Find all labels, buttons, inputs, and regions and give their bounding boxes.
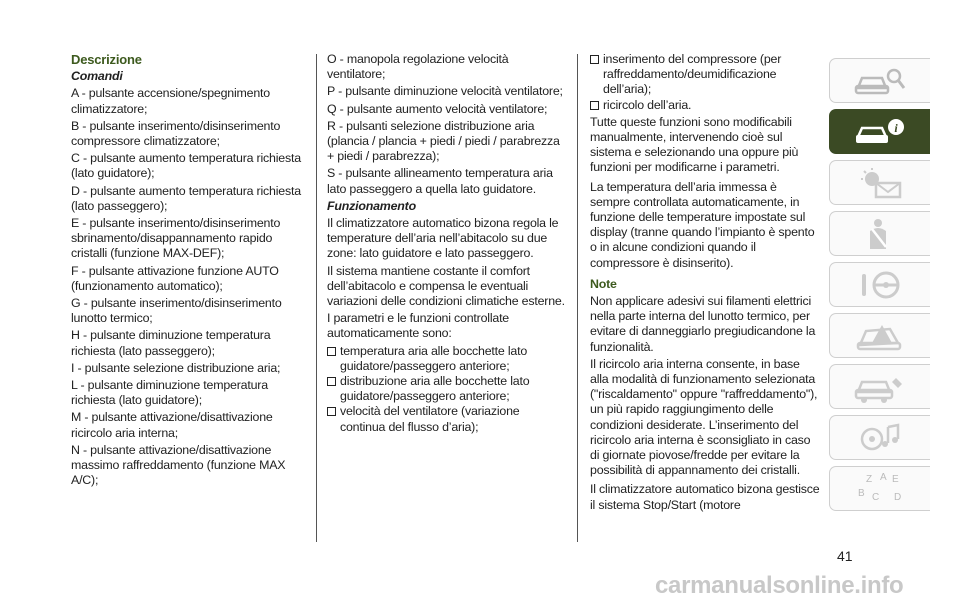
list-item-text: ricircolo dell’aria. (603, 97, 692, 112)
svg-text:i: i (894, 120, 898, 135)
command-p: P - pulsante diminuzione velocità ventilatore; (327, 84, 563, 99)
alphabetical-index-icon (852, 470, 908, 508)
list-item-text: distribuzione aria alle bocchette lato guidatore/passeggero anteriore; (340, 374, 530, 404)
column-1 (71, 52, 303, 490)
command-b: B - pulsante inserimento/disinserimento compressore climatizzatore; (71, 118, 281, 149)
square-bullet-icon (327, 377, 336, 386)
tab-index[interactable] (829, 466, 930, 511)
column-divider (316, 54, 317, 542)
note-paragraph: Il ricircolo aria interna consente, in base alla modalità di funzionamento selezionata ("riscaldamento" oppure "raffreddamento"), un più rapido raggiungimento delle condizioni desiderate. L’inserimento del ricircolo aria interna è sconsigliato in caso di giornate piovose/fredde per evitare la possibilità di appannamento dei cristalli. (590, 356, 818, 478)
list-item-text: velocità del ventilatore (variazione continua del flusso d’aria); (340, 404, 520, 434)
command-c: C - pulsante aumento temperatura richiesta (lato guidatore); (71, 151, 301, 181)
square-bullet-icon (327, 347, 336, 356)
index-letter: B (858, 487, 865, 499)
index-letter: D (894, 491, 902, 503)
operation-paragraph: Il climatizzatore automatico bizona regola le temperature dell’aria nell’abitacolo su due zone: lato guidatore e lato passeggero. (327, 216, 559, 261)
commands-heading: Comandi (71, 69, 123, 84)
command-a: A - pulsante accensione/spegnimento climatizzatore; (71, 86, 270, 116)
command-i: I - pulsante selezione distribuzione aria; (71, 360, 281, 375)
section-title: Descrizione (71, 52, 142, 67)
tab-car-service[interactable] (829, 364, 930, 409)
operation-heading: Funzionamento (327, 198, 416, 213)
column-divider (577, 54, 578, 542)
command-l: L - pulsante diminuzione temperatura richiesta (lato guidatore); (71, 378, 268, 408)
vehicle-info-icon (852, 115, 908, 149)
square-bullet-icon (590, 101, 599, 110)
command-h: H - pulsante diminuzione temperatura richiesta (lato passeggero); (71, 328, 271, 358)
note-heading: Note (590, 276, 617, 291)
vehicle-search-icon (852, 64, 908, 98)
body-paragraph: Tutte queste funzioni sono modificabili manualmente, intervenendo cioè sul sistema e selezionando una oppure più funzioni per modificarne i parametri. (590, 114, 799, 175)
command-n: N - pulsante attivazione/disattivazione massimo raffreddamento (funzione MAX A/C); (71, 442, 286, 488)
watermark: carmanualsonline.info (655, 572, 904, 599)
list-item (327, 374, 567, 404)
index-letter: Z (866, 473, 873, 485)
command-r: R - pulsanti selezione distribuzione aria (plancia / plancia + piedi / piedi / parabrezza + piedi / parabrezza); (327, 118, 560, 164)
list-item (590, 98, 820, 113)
chapter-tabs (829, 58, 930, 517)
tab-seat-belt[interactable] (829, 211, 930, 256)
index-letter: C (872, 491, 880, 503)
command-g: G - pulsante inserimento/disinserimento lunotto termico; (71, 296, 282, 326)
page-number: 41 (837, 548, 853, 564)
tab-vehicle-search[interactable] (829, 58, 930, 103)
square-bullet-icon (327, 407, 336, 416)
index-letter: E (892, 473, 899, 485)
square-bullet-icon (590, 55, 599, 64)
command-s: S - pulsante allineamento temperatura aria lato passeggero a quella lato guidatore. (327, 166, 553, 196)
breakdown-warning-icon (852, 319, 908, 353)
tab-steering-wheel[interactable] (829, 262, 930, 307)
multimedia-music-icon (852, 421, 908, 455)
list-item-text: temperatura aria alle bocchette lato guidatore/passeggero anteriore; (340, 343, 528, 373)
column-3 (590, 52, 820, 515)
list-item (327, 404, 567, 434)
list-item-text: inserimento del compressore (per raffreddamento/deumidificazione dell’aria); (603, 52, 782, 97)
command-q: Q - pulsante aumento velocità ventilatore; (327, 101, 548, 116)
tab-lights-warning[interactable] (829, 160, 930, 205)
car-service-icon (852, 370, 908, 404)
command-m: M - pulsante attivazione/disattivazione ricircolo aria interna; (71, 410, 273, 440)
tab-breakdown-warning[interactable] (829, 313, 930, 358)
command-d: D - pulsante aumento temperatura richiesta (lato passeggero); (71, 183, 301, 213)
command-o: O - manopola regolazione velocità ventilatore; (327, 52, 509, 82)
lights-warning-icon (852, 166, 908, 200)
operation-paragraph: I parametri e le funzioni controllate automaticamente sono: (327, 311, 509, 341)
list-item (327, 344, 567, 374)
seat-belt-icon (852, 217, 908, 251)
body-paragraph: La temperatura dell’aria immessa è sempre controllata automaticamente, in funzione delle temperature impostate sul display (tranne quando l’impianto è spento o in alcune condizioni quando il compressore è disinserito). (590, 179, 815, 270)
command-f: F - pulsante attivazione funzione AUTO (funzionamento automatico); (71, 263, 279, 293)
operation-paragraph: Il sistema mantiene costante il comfort dell’abitacolo e compensa le eventuali variazioni delle condizioni climatiche esterne. (327, 263, 565, 309)
list-item (590, 52, 820, 98)
note-paragraph: Non applicare adesivi sui filamenti elettrici nella parte interna del lunotto termico, per evitare di danneggiarlo pregiudicandone la funzionalità. (590, 294, 816, 354)
note-paragraph: Il climatizzatore automatico bizona gestisce il sistema Stop/Start (motore (590, 482, 820, 512)
command-e: E - pulsante inserimento/disinserimento sbrinamento/disappannamento rapido cristalli (funzione MAX-DEF); (71, 216, 281, 261)
steering-wheel-icon (852, 268, 908, 302)
index-letter: A (880, 471, 887, 483)
tab-vehicle-info[interactable] (829, 109, 930, 154)
tab-multimedia[interactable] (829, 415, 930, 460)
column-2 (327, 52, 567, 435)
